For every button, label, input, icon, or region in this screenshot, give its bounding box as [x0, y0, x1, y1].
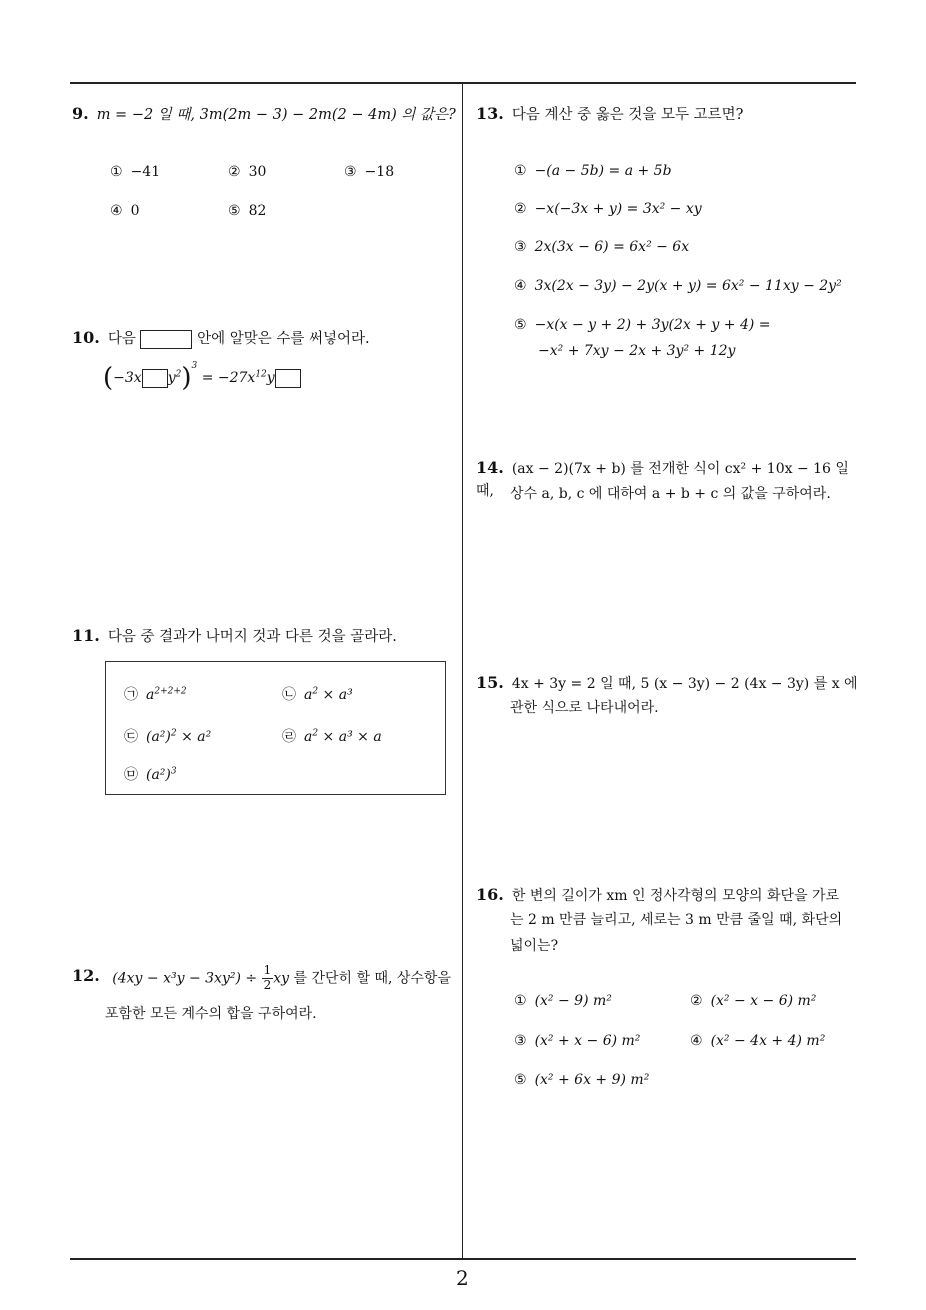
option-1[interactable]: ① −41 [110, 164, 161, 180]
question-text: 다음 계산 중 옳은 것을 모두 고르면? [511, 107, 744, 123]
question-16-line3: 넓이는? [510, 938, 559, 954]
equation-10: (−3x $y^2)^3 = -27x^{12}y$ [103, 358, 301, 398]
option-5[interactable]: ⑤ (x² + 6x + 9) m² [514, 1072, 650, 1088]
option-5-continued: −x² + 7xy − 2x + 3y² + 12y [538, 343, 736, 359]
option-1[interactable]: ① (x² − 9) m² [514, 993, 612, 1009]
question-text: m = −2 일 때, 3m(2m − 3) − 2m(2 − 4m) 의 값은? [96, 107, 456, 123]
page-number: 2 [456, 1266, 469, 1290]
option-3[interactable]: ③ 2x(3x − 6) = 6x² − 6x [514, 239, 690, 255]
answer-blank-1[interactable] [142, 369, 168, 388]
question-number: 11. [72, 626, 100, 645]
question-number: 12. [72, 966, 100, 985]
option-2[interactable]: ② (x² − x − 6) m² [690, 993, 817, 1009]
bottom-rule [70, 1258, 856, 1260]
question-number: 16. [476, 885, 504, 904]
question-number: 9. [72, 104, 89, 123]
question-10: 10. 다음 안에 알맞은 수를 써넣어라. [72, 328, 370, 347]
question-text: 다음 중 결과가 나머지 것과 다른 것을 골라라. [107, 629, 397, 645]
question-11 [72, 624, 457, 649]
question-14: 14. (ax − 2)(7x + b) 를 전개한 식이 cx² + 10x − 16 일 때, [476, 458, 849, 499]
option-5[interactable]: ⑤ −x(x − y + 2) + 3y(2x + y + 4) = [514, 317, 771, 333]
expression: (4xy − x³y − 3xy²) ÷ [112, 970, 258, 987]
answer-blank-box [140, 330, 192, 349]
option-3[interactable]: ③ −18 [344, 164, 395, 180]
question-12: 12. (4xy − x³y − 3xy²) ÷ $\frac{1}{2}$ xy 를 간단히 할 때, 상수항을 [72, 963, 451, 992]
question-12-line2: 포함한 모든 계수의 합을 구하여라. [105, 1006, 317, 1022]
option-5[interactable]: ⑤ 82 [228, 203, 267, 219]
option-4[interactable]: ④ 0 [110, 203, 140, 219]
question-number: 13. [476, 104, 504, 123]
column-divider [462, 82, 463, 1259]
option-2[interactable]: ② 30 [228, 164, 267, 180]
choice-c[interactable]: ㉢ $(a^2)^2 \times a^2$ [124, 728, 212, 745]
question-number: 10. [72, 328, 100, 347]
question-number: 14. [476, 458, 504, 477]
choice-e[interactable]: ㉤ $(a^2)^3$ [124, 766, 177, 783]
question-15-line2: 관한 식으로 나타내어라. [510, 700, 659, 716]
option-1[interactable]: ① −(a − 5b) = a + 5b [514, 163, 672, 179]
choice-a[interactable]: ㉠ $a^{2+2+2}$ [124, 686, 187, 703]
question-15: 15. 4x + 3y = 2 일 때, 5 (x − 3y) − 2 (4x − 3y) 를 x 에 [476, 673, 858, 692]
answer-blank-2[interactable] [275, 369, 301, 388]
choice-d[interactable]: ㉣ $a^2 \times a^3 \times a$ [282, 728, 382, 745]
fraction: $\frac{1}{2}$ [263, 963, 272, 992]
question-9 [72, 102, 457, 127]
question-16: 16. 한 변의 길이가 xm 인 정사각형의 모양의 화단을 가로 [476, 885, 840, 904]
question-16-line2: 는 2 m 만큼 늘리고, 세로는 3 m 만큼 줄일 때, 화단의 [510, 912, 843, 928]
option-3[interactable]: ③ (x² + x − 6) m² [514, 1033, 641, 1049]
choice-b[interactable]: ㉡ $a^2 \times a^3$ [282, 686, 353, 703]
question-number: 15. [476, 673, 504, 692]
question-13 [476, 102, 856, 127]
option-2[interactable]: ② −x(−3x + y) = 3x² − xy [514, 201, 702, 217]
question-14-line2: 상수 a, b, c 에 대하여 a + b + c 의 값을 구하여라. [510, 486, 831, 502]
option-4[interactable]: ④ 3x(2x − 3y) − 2y(x + y) = 6x² − 11xy − 2y² [514, 278, 842, 294]
option-4[interactable]: ④ (x² − 4x + 4) m² [690, 1033, 826, 1049]
